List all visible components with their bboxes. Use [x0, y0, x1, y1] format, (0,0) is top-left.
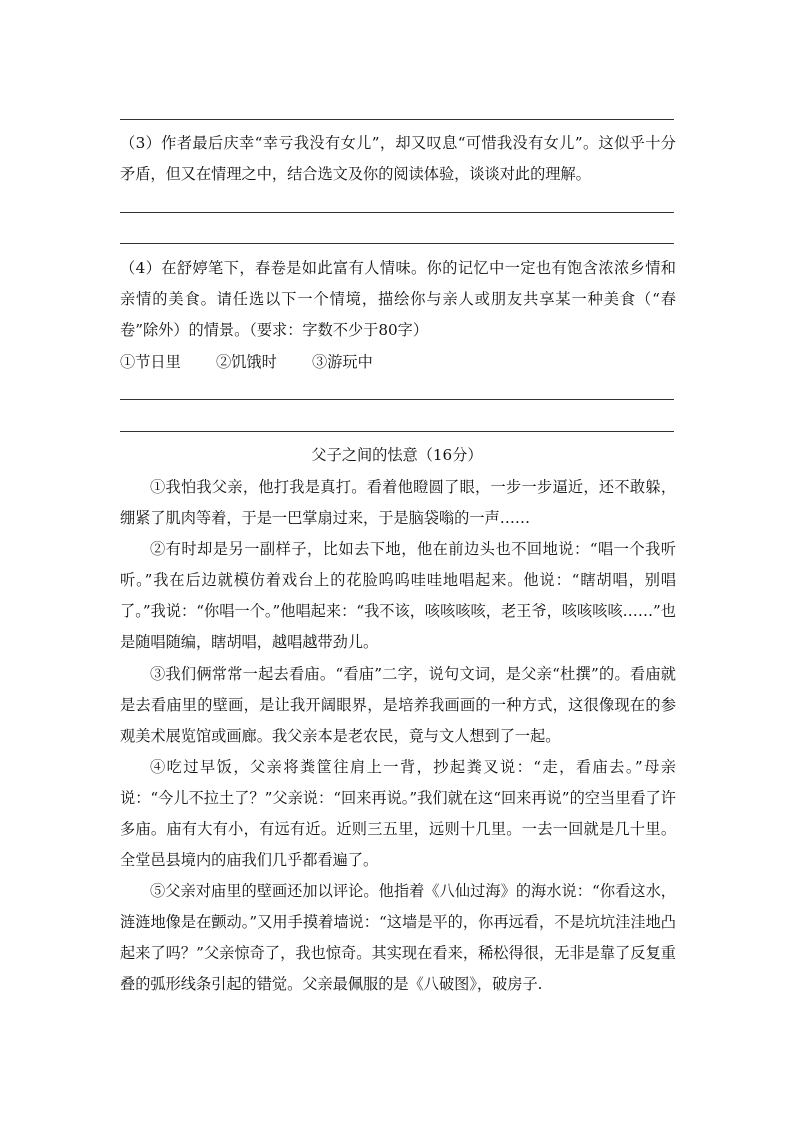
- article-title: 父子之间的怯意（16分）: [311, 446, 483, 464]
- article-paragraph-4: ④吃过早饭，父亲将粪筐往肩上一背，抄起粪叉说：“走，看庙去。”母亲说：“今儿不拉土了？”父亲说：“回来再说。”我们就在这“回来再说”的空当里看了许多庙。庙有大有小，有远有近。近则三五里，远则十几里。一去一回就是几十里。全堂邑县境内的庙我们几乎都看遍了。: [120, 758, 676, 869]
- question-4: （4）在舒婷笔下，春卷是如此富有人情味。你的记忆中一定也有饱含浓浓乡情和亲情的美食。请任选以下一个情境，描绘你与亲人或朋友共享某一种美食（“春卷”除外）的情景。（要求：字数不少于80字）: [120, 259, 676, 339]
- answer-line: [120, 399, 674, 400]
- option-hungry: ②饥饿时: [216, 353, 277, 371]
- article-paragraph-2: ②有时却是另一副样子，比如去下地，他在前边头也不回地说：“唱一个我听听。”我在后边就模仿着戏台上的花脸呜呜哇哇地唱起来。他说：“瞎胡唱，别唱了。”我说：“你唱一个。”他唱起来：“我不该，咳咳咳咳，老王爷，咳咳咳咳……”也是随唱随编，瞎胡唱，越唱越带劲儿。: [120, 540, 676, 651]
- answer-line: [120, 243, 674, 244]
- answer-line: [120, 212, 674, 213]
- option-travel: ③游玩中: [312, 353, 373, 371]
- question-4-options: [120, 347, 373, 378]
- article-paragraph-3: ③我们俩常常一起去看庙。“看庙”二字，说句文词，是父亲“杜撰”的。看庙就是去看庙里的壁画，是让我开阔眼界，是培养我画画的一种方式，这很像现在的参观美术展览馆或画廊。我父亲本是老农民，竟与文人想到了一起。: [120, 665, 676, 745]
- answer-line: [120, 119, 674, 120]
- question-3: （3）作者最后庆幸“幸亏我没有女儿”，却又叹息“可惜我没有女儿”。这似乎十分矛盾，但又在情理之中，结合选文及你的阅读体验，谈谈对此的理解。: [120, 134, 676, 183]
- option-holiday: ①节日里: [120, 353, 181, 371]
- article-paragraph-5: ⑤父亲对庙里的壁画还加以评论。他指着《八仙过海》的海水说：“你看这水，涟涟地像是在颤动。”又用手摸着墙说：“这墙是平的，你再远看，不是坑坑洼洼地凸起来了吗？”父亲惊奇了，我也惊奇。其实现在看来，稀松得很，无非是靠了反复重叠的弧形线条引起的错觉。父亲最佩服的是《八破图》，破房子.: [120, 882, 676, 993]
- article-paragraph-1: ①我怕我父亲，他打我是真打。看着他瞪圆了眼，一步一步逼近，还不敢躲，绷紧了肌肉等着，于是一巴掌扇过来，于是脑袋嗡的一声……: [120, 478, 676, 527]
- answer-line: [120, 431, 674, 432]
